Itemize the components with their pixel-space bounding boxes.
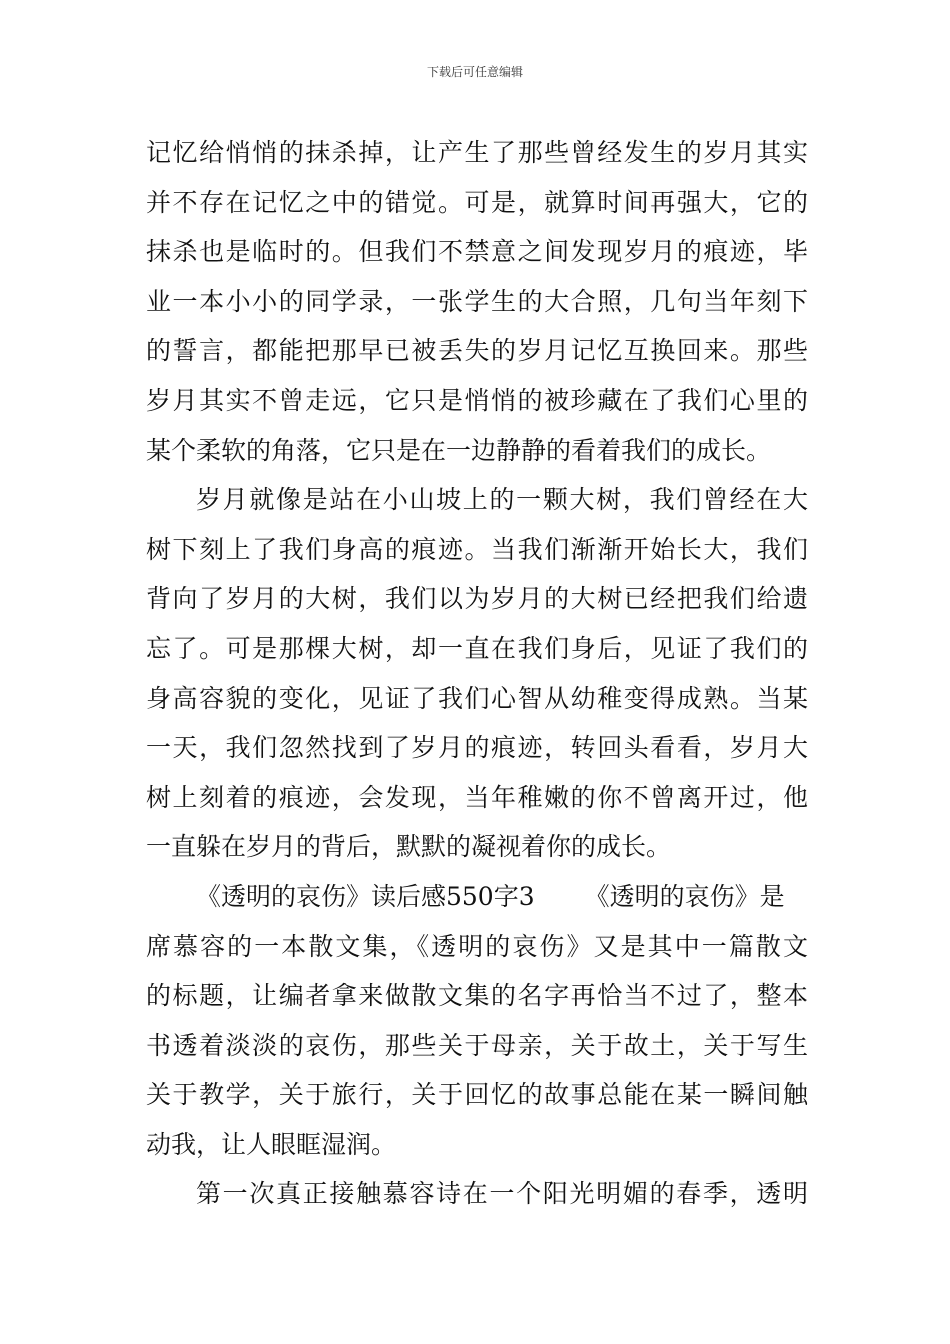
text-line: 的标题，让编者拿来做散文集的名字再恰当不过了，整本 xyxy=(146,981,808,1011)
text-line: 树上刻着的痕迹，会发现，当年稚嫩的你不曾离开过，他 xyxy=(146,782,808,812)
text-line: 业一本小小的同学录，一张学生的大合照，几句当年刻下 xyxy=(146,286,808,316)
text-line: 某个柔软的角落，它只是在一边静静的看着我们的成长。 xyxy=(146,435,772,465)
section-title-line xyxy=(146,872,808,922)
text-line: 一天，我们忽然找到了岁月的痕迹，转回头看看，岁月大 xyxy=(146,733,808,763)
text-line: 抹杀也是临时的。但我们不禁意之间发现岁月的痕迹，毕 xyxy=(146,237,808,267)
text-line: 树下刻上了我们身高的痕迹。当我们渐渐开始长大，我们 xyxy=(146,534,808,564)
page-header: 下载后可任意编辑 xyxy=(426,65,523,79)
text-line: 岁月就像是站在小山坡上的一颗大树，我们曾经在大 xyxy=(196,485,808,515)
text-line: 忘了。可是那棵大树，却一直在我们身后，见证了我们的 xyxy=(146,633,808,663)
section-title: 《透明的哀伤》读后感550字3 xyxy=(196,881,535,911)
text-line: 席慕容的一本散文集，《透明的哀伤》又是其中一篇散文 xyxy=(146,931,808,961)
text-line: 的誓言，都能把那早已被丢失的岁月记忆互换回来。那些 xyxy=(146,336,808,366)
text-line: 记忆给悄悄的抹杀掉，让产生了那些曾经发生的岁月其实 xyxy=(146,138,808,167)
text-line: 背向了岁月的大树，我们以为岁月的大树已经把我们给遗 xyxy=(146,584,808,614)
text-line: 并不存在记忆之中的错觉。可是，就算时间再强大，它的 xyxy=(146,187,808,217)
text-line: 岁月其实不曾走远，它只是悄悄的被珍藏在了我们心里的 xyxy=(146,385,808,415)
text-line: 关于教学，关于旅行，关于回忆的故事总能在某一瞬间触 xyxy=(146,1080,808,1110)
document-body xyxy=(146,128,808,1219)
text-fragment: 《透明的哀伤》是 xyxy=(584,881,785,911)
text-line: 第一次真正接触慕容诗在一个阳光明媚的春季，透明 xyxy=(196,1179,808,1209)
text-line: 动我，让人眼眶湿润。 xyxy=(146,1129,397,1159)
text-line: 一直躲在岁月的背后，默默的凝视着你的成长。 xyxy=(146,832,672,862)
text-line: 书透着淡淡的哀伤，那些关于母亲，关于故土，关于写生 xyxy=(146,1030,808,1060)
text-line: 身高容貌的变化，见证了我们心智从幼稚变得成熟。当某 xyxy=(146,683,808,713)
